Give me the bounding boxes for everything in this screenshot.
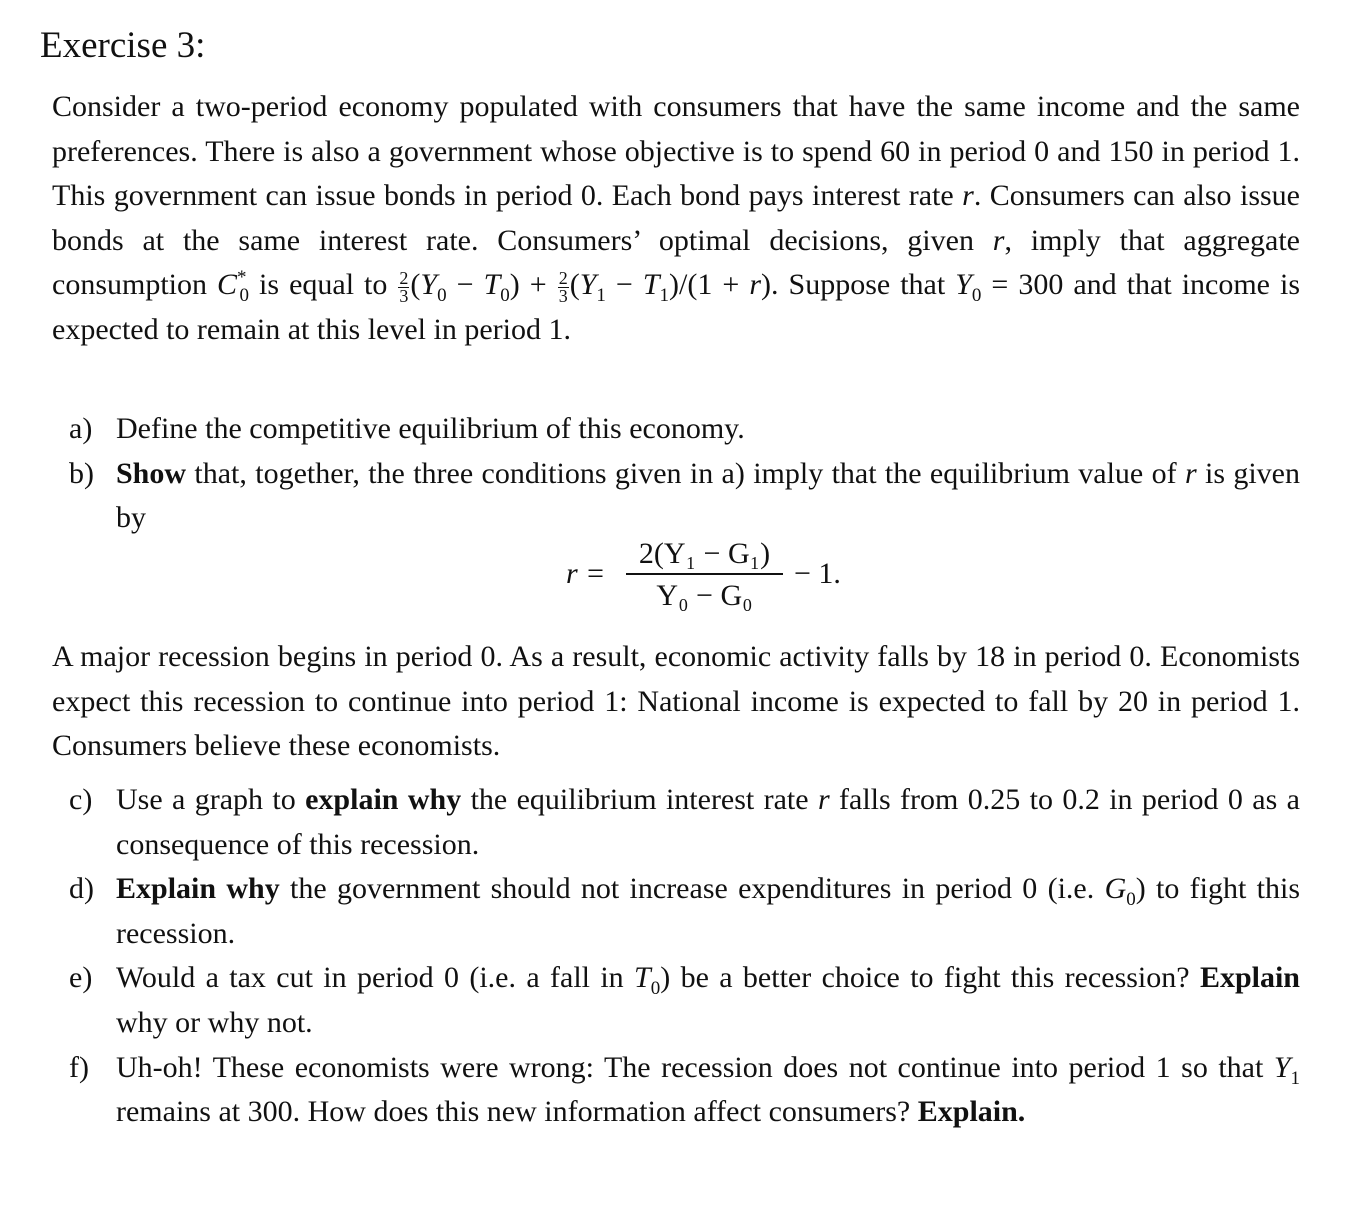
fraction-two-thirds-2: $\frac{2}{3}$ [558, 267, 568, 306]
recession-paragraph: A major recession begins in period 0. As a result, economic activity falls by 18 in period 0. Economists expect this recession to continue into period 1: National income is expected to fall by 20 in period 1. Consumers believe these economists. [52, 640, 1300, 763]
question-a: a) Define the competitive equilibrium of this economy. [69, 412, 745, 445]
question-f: f) Uh-oh! These economists were wrong: The recession does not continue into period 1 so that $Y_1$ remains at 300. How does this new information affect consumers? Explain. [69, 1050, 1300, 1129]
question-d: d) Explain why the government should not increase expenditures in period 0 (i.e. $G_0$) to fight this recession. [69, 872, 1300, 950]
question-list-2 [52, 778, 1300, 1135]
question-b: b) Show that, together, the three conditions given in a) imply that the equilibrium value of r is given by [69, 456, 1300, 535]
question-c: c) Use a graph to explain why the equilibrium interest rate r falls from 0.25 to 0.2 in period 0 as a consequence of this recession. [69, 783, 1300, 861]
intro-paragraph: Consider a two-period economy populated with consumers that have the same income and the same preferences. There is also a government whose objective is to spend 60 in period 0 and 150 in period 1. This government can issue bonds in period 0. Each bond pays interest rate r. Consumers can also issue bonds at the same interest rate. Consumers’ optimal decisions, given r, imply that aggregate consumption $C^*_0$ is equal to $\frac{2}{3}$ $(Y_0 - T_0)$ + $\frac{2}{3}$ $(Y_1 - T_1)/(1 + r)$. Suppose that $Y_0 = 300$ and that income is expected to remain at this level in period 1. [52, 90, 1301, 346]
question-list-1 [52, 407, 1300, 541]
equation-numerator: 2(Y₁ − G₁) [626, 535, 783, 575]
equation-denominator: Y₀ − G₀ [656, 579, 753, 612]
question-e: e) Would a tax cut in period 0 (i.e. a fall in $T_0$) be a better choice to fight this recession? Explain why or why not. [69, 961, 1300, 1039]
exercise-title: Exercise 3: [40, 25, 206, 66]
fraction-two-thirds: $\frac{2}{3}$ [399, 267, 409, 306]
